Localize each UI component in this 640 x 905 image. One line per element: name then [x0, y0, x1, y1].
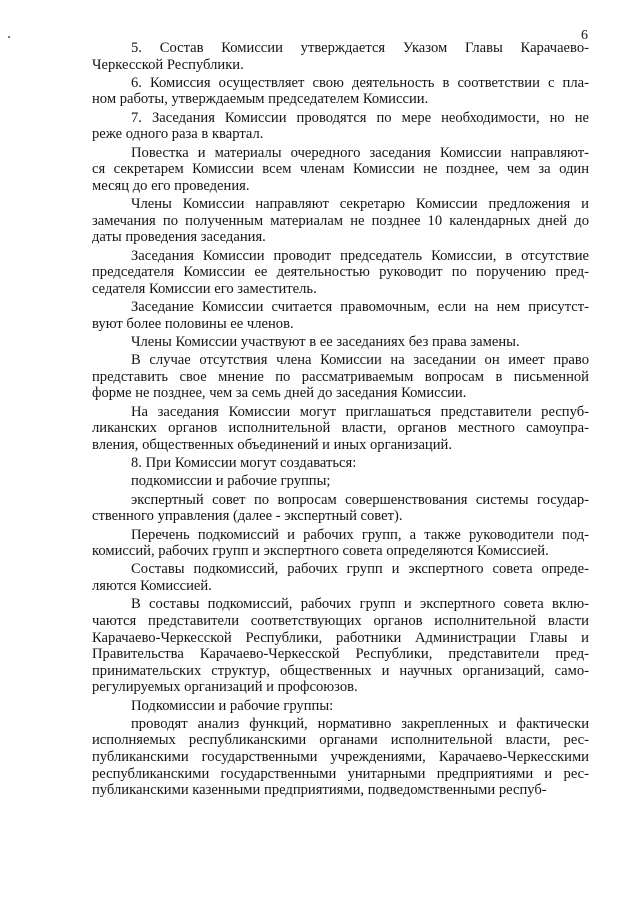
- paragraph-line: ном работы, утверждаемым председателем Комиссии.: [92, 91, 429, 108]
- paragraph: [92, 596, 589, 696]
- paragraph-line: экспертный совет по вопросам совершенствования системы государ-: [131, 491, 589, 508]
- paragraph-line: принимательских структур, общественных и научных организаций, само-: [92, 662, 589, 679]
- paragraph-line: Подкомиссии и рабочие группы:: [131, 697, 334, 714]
- paragraph-line: Заседание Комиссии считается правомочным, если на нем присутст-: [131, 299, 589, 316]
- paragraph-line: вления, общественных объединений и иных организаций.: [92, 436, 453, 453]
- paragraph-line: Составы подкомиссий, рабочих групп и экспертного совета опреде-: [131, 561, 589, 578]
- paragraph-line: вуют более половины ее членов.: [92, 315, 294, 332]
- paragraph-line: представить свое мнение по рассматриваемым вопросам в письменной: [92, 368, 589, 385]
- paragraph-line: 6. Комиссия осуществляет свою деятельность в соответствии с пла-: [131, 74, 589, 91]
- paragraph: [92, 455, 589, 472]
- paragraph-line: реже одного раза в квартал.: [92, 126, 264, 143]
- paragraph-line: председателя Комиссии ее деятельностью руководит по поручению пред-: [92, 264, 589, 281]
- paragraph-line: подкомиссии и рабочие группы;: [131, 473, 331, 490]
- paragraph-line: Заседания Комиссии проводит председатель Комиссии, в отсутствие: [131, 247, 589, 264]
- paragraph-line: Перечень подкомиссий и рабочих групп, а также руководители под-: [131, 526, 589, 543]
- paragraph-line: форме не позднее, чем за семь дней до заседания Комиссии.: [92, 385, 467, 402]
- paragraph-line: Карачаево-Черкесской Республики, работники Администрации Главы и: [92, 629, 589, 646]
- paragraph-line: Правительства Карачаево-Черкесской Республики, представители пред-: [92, 646, 589, 663]
- paragraph-line: Члены Комиссии участвуют в ее заседаниях без права замены.: [131, 333, 520, 350]
- paragraph-line: 8. При Комиссии могут создаваться:: [131, 455, 357, 472]
- paragraph: [92, 492, 589, 525]
- paragraph-line: исполняемых республиканскими органами исполнительной власти, рес-: [92, 732, 589, 749]
- paragraph: [92, 196, 589, 246]
- paragraph: [92, 75, 589, 108]
- paragraph-line: публиканскими казенными предприятиями, подведомственными респуб-: [92, 782, 547, 799]
- paragraph-line: ся секретарем Комиссии всем членам Комиссии не позднее, чем за один: [92, 161, 589, 178]
- paragraph-line: Черкесской Республики.: [92, 56, 244, 73]
- paragraph-line: Повестка и материалы очередного заседания Комиссии направляют-: [131, 144, 589, 161]
- paragraph: [92, 352, 589, 402]
- paragraph-line: республиканскими государственными унитарными предприятиями и рес-: [92, 765, 589, 782]
- paragraph-line: замечания по полученным материалам не позднее 10 календарных дней до: [92, 212, 589, 229]
- paragraph-line: месяц до его проведения.: [92, 177, 250, 194]
- paragraph: [92, 110, 589, 143]
- paragraph-line: 5. Состав Комиссии утверждается Указом Главы Карачаево-: [131, 40, 589, 56]
- page-number: 6: [581, 28, 588, 43]
- paragraph: [92, 334, 589, 351]
- paragraph-line: седателя Комиссии его заместитель.: [92, 280, 317, 297]
- paragraph-line: ственного управления (далее - экспертный совет).: [92, 508, 403, 525]
- paragraph: [92, 145, 589, 195]
- paragraph-line: проводят анализ функций, нормативно закрепленных и фактически: [131, 715, 589, 732]
- paragraph-line: В составы подкомиссий, рабочих групп и экспертного совета вклю-: [131, 596, 589, 613]
- paragraph-line: ликанских органов исполнительной власти, органов местного самоупра-: [92, 420, 589, 437]
- scan-mark: [8, 36, 10, 38]
- paragraph: [92, 527, 589, 560]
- paragraph-line: комиссий, рабочих групп и экспертного совета определяются Комиссией.: [92, 543, 549, 560]
- paragraph-line: даты проведения заседания.: [92, 229, 266, 246]
- paragraph: [92, 248, 589, 298]
- paragraph: [92, 299, 589, 332]
- paragraph: [92, 716, 589, 799]
- paragraph-line: В случае отсутствия члена Комиссии на заседании он имеет право: [131, 352, 589, 369]
- paragraph: [92, 473, 589, 490]
- paragraph-line: регулируемых организаций и профсоюзов.: [92, 679, 358, 696]
- paragraph-line: Члены Комиссии направляют секретарю Комиссии предложения и: [131, 196, 589, 213]
- document-body: [92, 40, 589, 799]
- paragraph-line: 7. Заседания Комиссии проводятся по мере необходимости, но не: [131, 109, 589, 126]
- paragraph-line: На заседания Комиссии могут приглашаться представители респуб-: [131, 403, 589, 420]
- paragraph: [92, 404, 589, 454]
- paragraph-line: чаются представители соответствующих органов исполнительной власти: [92, 612, 589, 629]
- paragraph-line: ляются Комиссией.: [92, 578, 212, 595]
- paragraph: [92, 561, 589, 594]
- paragraph-line: публиканскими государственными учреждениями, Карачаево-Черкесскими: [92, 749, 589, 766]
- paragraph: [92, 40, 589, 73]
- paragraph: [92, 698, 589, 715]
